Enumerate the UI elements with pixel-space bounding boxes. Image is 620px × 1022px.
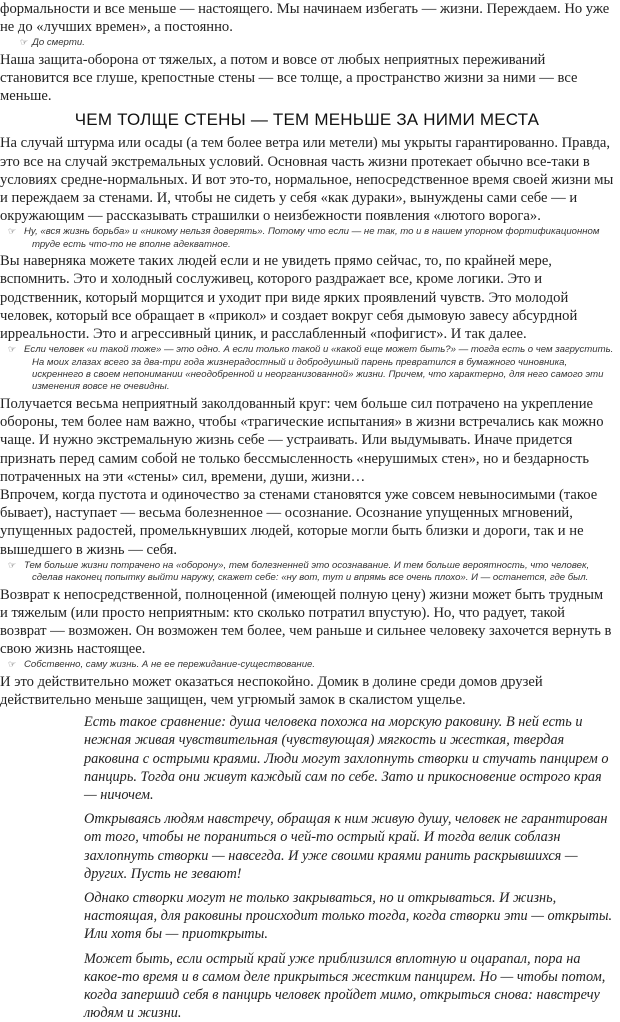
section-heading: ЧЕМ ТОЛЩЕ СТЕНЫ — ТЕМ МЕНЬШЕ ЗА НИМИ МЕСТА: [74, 110, 540, 130]
quote-paragraph: Однако створки могут не только закрываться, но и открываться. И жизнь, настоящая, для раковины происходит только тогда, когда створки эти — открыты. Или хотя бы — приоткрыты.: [84, 889, 613, 943]
quote-paragraph: Есть такое сравнение: душа человека похожа на морскую раковину. В ней есть и нежная живая чувствительная (чувствующая) мягкость и жесткая, твердая раковина с острыми краями. Люди могут захлопнуть створки и стучать панцирем о панцирь. Тогда они живут каждый сам по себе. Зато и прикосновение острого края — ничочем.: [84, 714, 609, 803]
paragraph: Возврат к непосредственной, полноценной (имеющей полную цену) жизни может быть трудным и тяжелым (или просто неприятным: кто сколько потратил впустую). Но, что радует, такой возврат — возможен. Он возможен тем более, чем раньше и сильнее человеку захочется вернуть в свою жизнь настоящее.: [0, 586, 612, 658]
paragraph: Вы наверняка можете таких людей если и не увидеть прямо сейчас, то, по крайней мере, вспомнить. Это и холодный сослуживец, которого раздражает все, кроме логики. Это и родственник, который морщится и уходит при виде ярких проявлений чувств. Это молодой человек, который все обращает в «прикол» и создает вокруг себя дымовую завесу абсурдной ирреальности. Это и агрессивный циник, и расслабленный «пофигист». И так далее.: [0, 253, 578, 343]
quote-paragraph: Открываясь людям навстречу, обращая к ним живую душу, человек не гарантирован от того, чтобы не пораниться о чей-то острый край. И тогда велик соблазн захлопнуть створки — навсегда. И уже своими краями ранить раскрывшихся — других. Пусть не зевают!: [84, 811, 608, 882]
paragraph: Наша защита-оборона от тяжелых, а потом и вовсе от любых неприятных переживаний становится все глуше, крепостные стены — все толще, а пространство жизни за ними — все меньше.: [0, 51, 578, 105]
footnote: ☞ Тем больше жизни потрачено на «оборону», тем болезненней это осознавание. И тем больше вероятность, что человек, сделав наконец попытку выйти наружу, скажет себе: «ну вот, тут и впрямь все очень плохо». И — останется, где был.: [8, 559, 590, 584]
paragraph: Впрочем, когда пустота и одиночество за стенами становятся уже совсем невыносимыми (такое бывает), наступает — весьма болезненное — осознание. Осознание упущенных мгновений, упущенных радостей, промелькнувших людей, которые могли быть близки и дороги, так и не вышедшего в жизнь — себя.: [0, 486, 598, 558]
footnote-pointer-icon: ☞: [20, 37, 29, 48]
quote-paragraph: Может быть, если острый край уже приблизился вплотную и оцарапал, пора на какое-то время и в самом деле прикрыться жестким панцирем. Но — чтобы потом, когда запершид себя в панцирь человек пройдет мимо, открыться снова: навстречу людям и жизни.: [84, 950, 606, 1022]
footnote: ☞ До смерти.: [20, 37, 85, 49]
paragraph: Получается весьма неприятный заколдованный круг: чем больше сил потрачено на укрепление обороны, тем более нам важно, чтобы «трагические испытания» в жизни встречались как можно чаще. И нужно экстремальную жизнь себе — устраивать. Или выдумывать. Иначе придется признать перед самим собой не только бессмысленность «нерушимых стен», но и бездарность потраченных на эти «стены» сил, времени, души, жизни…: [0, 395, 604, 485]
footnote: ☞ Если человек «и такой тоже» — это одно. А если только такой и «какой еще может быть?» — тогда есть о чем загрустить. На моих глазах всего за два-три года жизнерадостный и добродушный парень превратился в бумажного чиновника, искреннего в своем непонимании «неодобренной и неорганизованной» жизни. Причем, что характерно, для него самого эти изменения вовсе не очевидны.: [8, 344, 614, 393]
paragraph: И это действительно может оказаться неспокойно. Домик в долине среди домов друзей действительно меньше защищен, чем угрюмый замок в скалистом ущелье.: [0, 673, 543, 708]
paragraph: На случай штурма или осады (а тем более ветра или метели) мы укрыты гарантированно. Правда, это все на случай экстремальных условий. Основная часть жизни протекает обычно все-таки в условиях средне-нормальных. И вот это-то, нормальное, непосредственное время своей жизни мы и переждаем за стенами. И, чтобы не сидеть у себя «как дураки», вынуждены сами себе — и окружающим — рассказывать страшилки о неизбежности появления «лютого ворога».: [0, 135, 614, 225]
footnote: ☞ Собственно, саму жизнь. А не ее пережидание-существование.: [8, 659, 316, 671]
footnote: ☞ Ну, «вся жизнь борьба» и «никому нельзя доверять». Потому что если — не так, то и в нашем упорном фортификационном труде есть что-то не вполне адекватное.: [8, 226, 600, 250]
paragraph: формальности и все меньше — настоящего. Мы начинаем избегать — жизни. Переждаем. Но уже не до «лучших времен», а постоянно.: [0, 1, 610, 36]
